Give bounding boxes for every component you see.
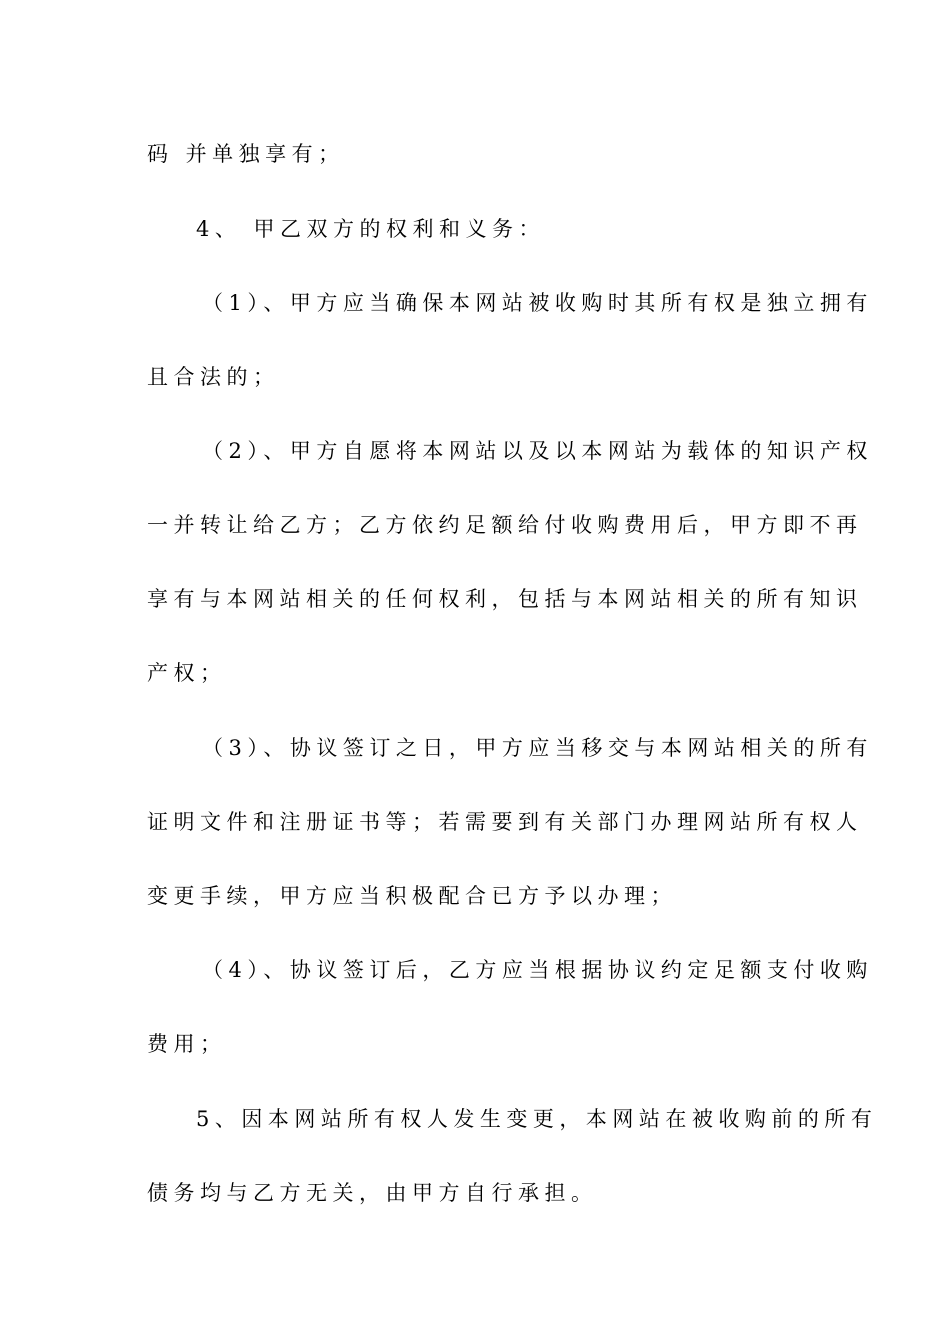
text-line: （1）、甲方应当确保本网站被收购时其所有权是独立拥有 <box>202 291 873 315</box>
text-line: 享有与本网站相关的任何权利，包括与本网站相关的所有知识 <box>147 587 863 611</box>
section-heading: 4、 甲乙双方的权利和义务： <box>196 217 546 241</box>
text-line: 费用； <box>147 1032 227 1056</box>
text-line: 5、因本网站所有权人发生变更，本网站在被收购前的所有 <box>196 1107 878 1131</box>
text-line: 码 并单独享有； <box>147 142 345 166</box>
text-line: （4）、协议签订后，乙方应当根据协议约定足额支付收购 <box>202 958 873 982</box>
text-line: 证明文件和注册证书等；若需要到有关部门办理网站所有权人 <box>147 810 863 834</box>
text-line: 变更手续，甲方应当积极配合已方予以办理； <box>147 884 677 908</box>
text-line: （2）、甲方自愿将本网站以及以本网站为载体的知识产权 <box>202 439 873 463</box>
text-line: （3）、协议签订之日，甲方应当移交与本网站相关的所有 <box>202 736 873 760</box>
text-line: 一并转让给乙方；乙方依约足额给付收购费用后，甲方即不再 <box>147 513 863 537</box>
text-line: 且合法的； <box>147 365 280 389</box>
text-line: 产权； <box>147 661 227 685</box>
text-line: 债务均与乙方无关，由甲方自行承担。 <box>147 1181 598 1205</box>
